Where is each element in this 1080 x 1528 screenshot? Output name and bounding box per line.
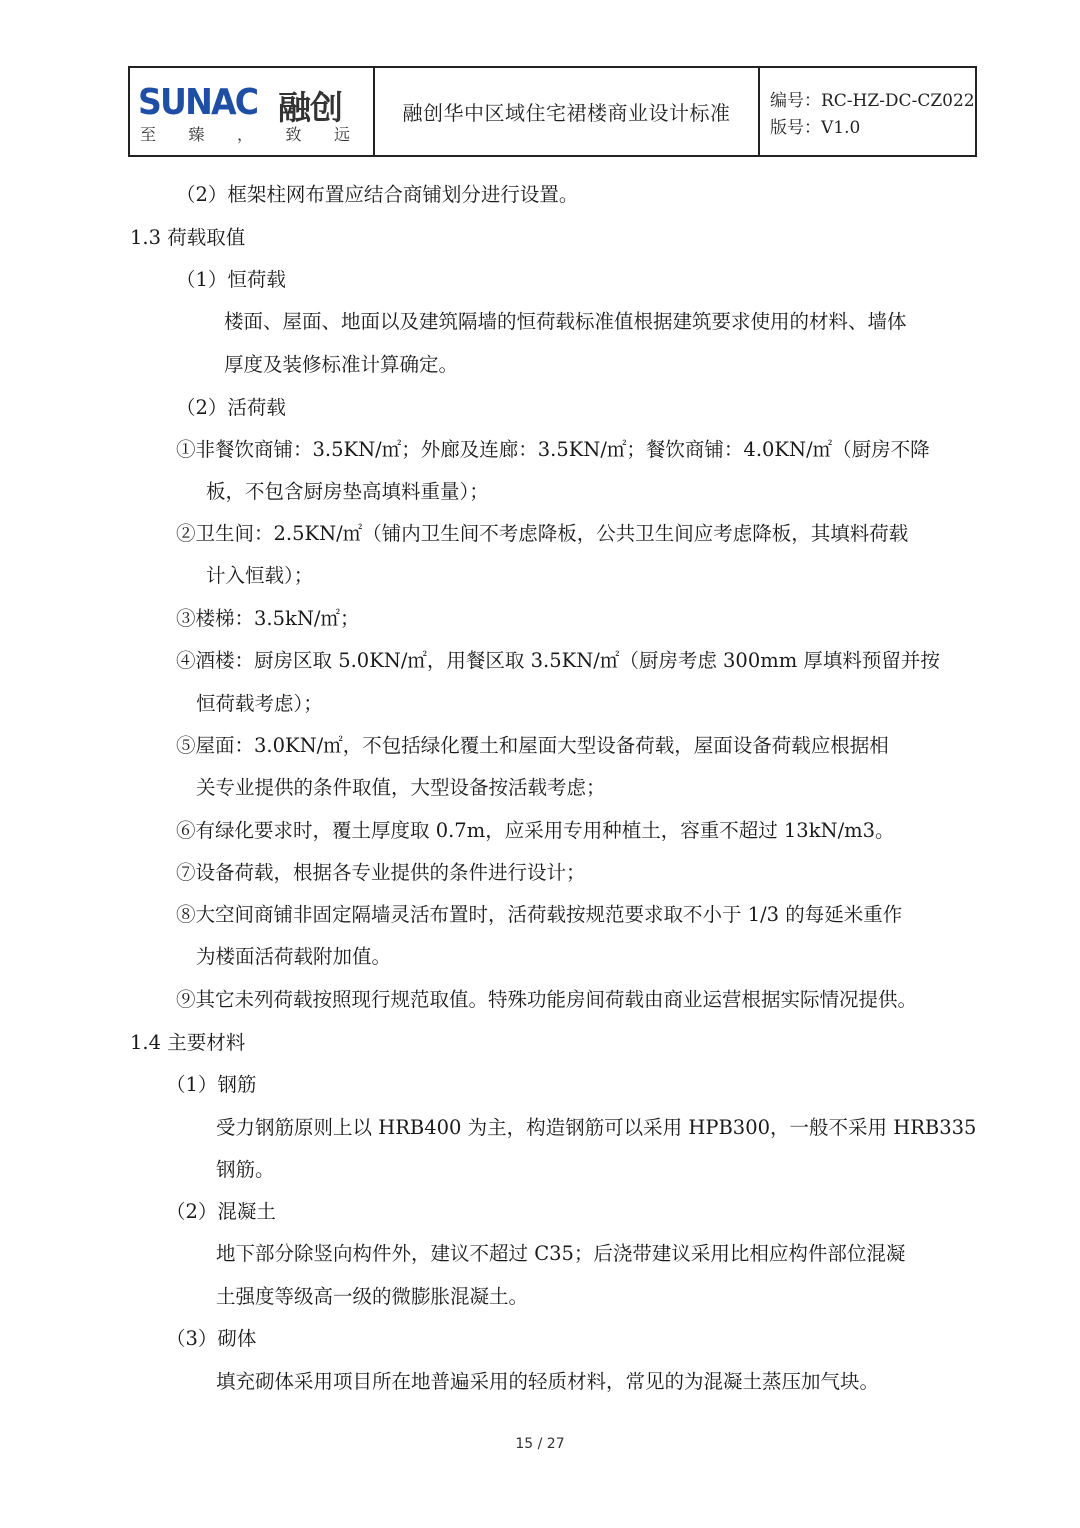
- subsection-heading: （1）恒荷载: [176, 268, 286, 291]
- text-line: 土强度等级高一级的微膨胀混凝土。: [216, 1285, 529, 1308]
- text-line: （2）框架柱网布置应结合商铺划分进行设置。: [176, 183, 579, 206]
- document-code: 编号：RC-HZ-DC-CZ022: [770, 91, 975, 111]
- text-line: ⑥有绿化要求时，覆土厚度取 0.7m，应采用专用种植土，容重不超过 13kN/m3。: [176, 819, 895, 842]
- logo-slogan: [140, 122, 370, 145]
- subsection-heading: （3）砌体: [166, 1327, 257, 1350]
- subsection-heading: （1）钢筋: [166, 1073, 257, 1096]
- document-version: 版号：V1.0: [770, 118, 861, 138]
- text-line: 恒荷载考虑）；: [196, 692, 323, 715]
- section-heading: 1.3 荷载取值: [130, 226, 246, 249]
- text-line: ⑨其它未列荷载按照现行规范取值。特殊功能房间荷载由商业运营根据实际情况提供。: [176, 988, 918, 1011]
- text-line: 计入恒载）；: [206, 564, 314, 587]
- text-line: 钢筋。: [216, 1158, 275, 1181]
- text-line: ⑦设备荷载，根据各专业提供的条件进行设计；: [176, 861, 586, 884]
- subsection-heading: （2）活荷载: [176, 396, 286, 419]
- text-line: ⑤屋面：3.0KN/㎡，不包括绿化覆土和屋面大型设备荷载，屋面设备荷载应根据相: [176, 734, 889, 757]
- document-header: [128, 66, 977, 157]
- slogan-char: 致: [285, 125, 302, 144]
- text-line: 填充砌体采用项目所在地普遍采用的轻质材料，常见的为混凝土蒸压加气块。: [216, 1370, 880, 1393]
- text-line: 板，不包含厨房垫高填料重量）；: [206, 480, 489, 503]
- text-line: 受力钢筋原则上以 HRB400 为主，构造钢筋可以采用 HPB300，一般不采用 HRB335: [216, 1116, 977, 1139]
- slogan-char: 至: [140, 125, 157, 144]
- text-line: 为楼面活荷载附加值。: [196, 945, 392, 968]
- slogan-char: ，: [236, 125, 253, 144]
- document-code-block: [760, 68, 975, 155]
- logo-en: SUNAC: [138, 82, 258, 123]
- text-line: 关专业提供的条件取值，大型设备按活载考虑；: [196, 776, 606, 799]
- text-line: 厚度及装修标准计算确定。: [224, 353, 459, 376]
- text-line: 楼面、屋面、地面以及建筑隔墙的恒荷载标准值根据建筑要求使用的材料、墙体: [224, 310, 907, 333]
- text-line: ③楼梯：3.5kN/㎡；: [176, 607, 360, 630]
- slogan-char: 远: [333, 125, 350, 144]
- document-title: 融创华中区域住宅裙楼商业设计标准: [375, 68, 760, 155]
- logo: [130, 68, 375, 155]
- text-line: ①非餐饮商铺：3.5KN/㎡；外廊及连廊：3.5KN/㎡；餐饮商铺：4.0KN/㎡（厨房不降: [176, 438, 930, 461]
- page-number: 15 / 27: [515, 1436, 565, 1452]
- section-heading: 1.4 主要材料: [130, 1031, 246, 1054]
- text-line: ②卫生间：2.5KN/㎡（铺内卫生间不考虑降板，公共卫生间应考虑降板，其填料荷载: [176, 522, 909, 545]
- text-line: ④酒楼：厨房区取 5.0KN/㎡，用餐区取 3.5KN/㎡（厨房考虑 300mm 厚填料预留并按: [176, 649, 940, 672]
- text-line: 地下部分除竖向构件外，建议不超过 C35；后浇带建议采用比相应构件部位混凝: [216, 1242, 906, 1265]
- text-line: ⑧大空间商铺非固定隔墙灵活布置时，活荷载按规范要求取不小于 1/3 的每延米重作: [176, 903, 903, 926]
- logo-cn: 融创: [278, 88, 342, 127]
- slogan-char: 臻: [188, 125, 205, 144]
- subsection-heading: （2）混凝土: [166, 1200, 276, 1223]
